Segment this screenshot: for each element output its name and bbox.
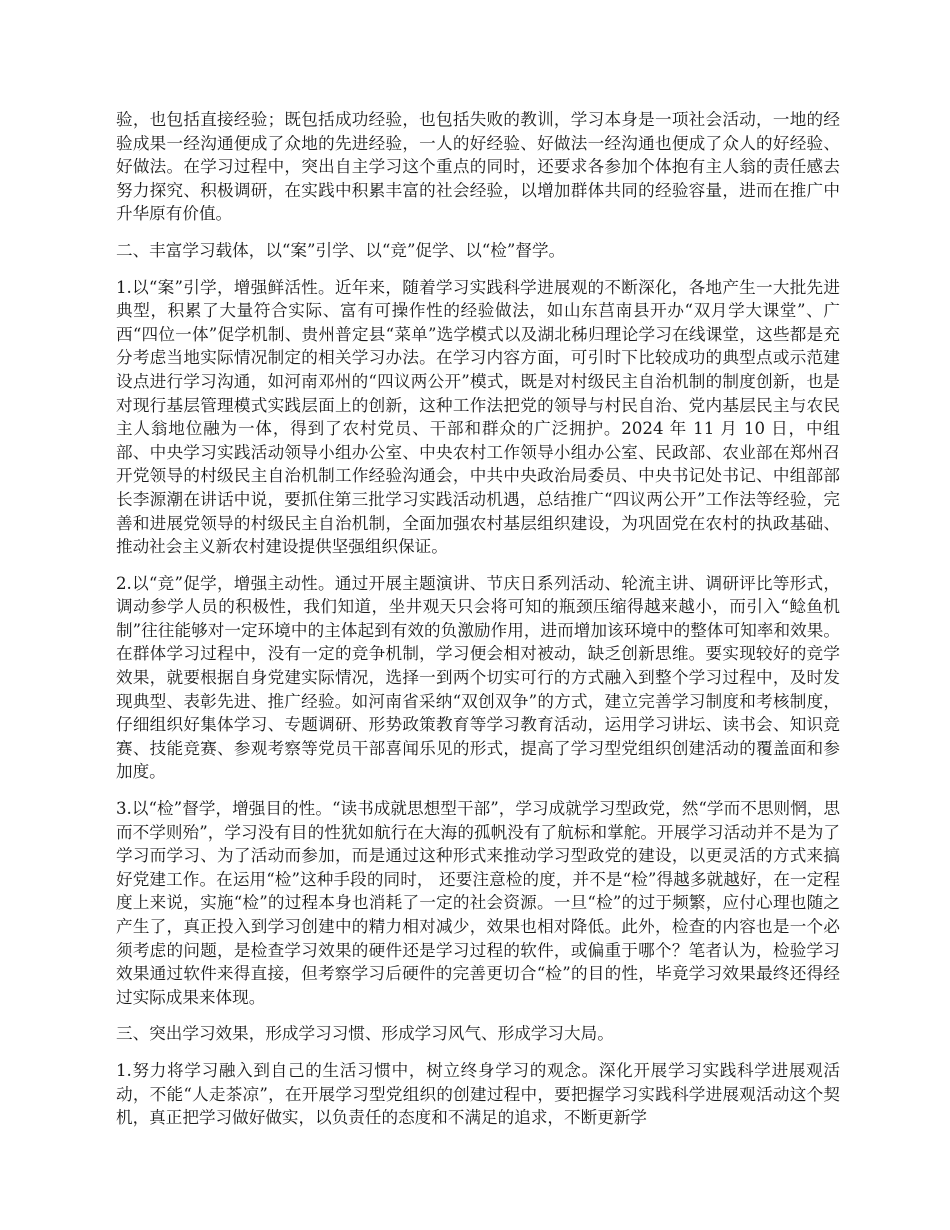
section-heading-2: 二、丰富学习载体，以“案”引学、以“竞”促学、以“检”督学。 xyxy=(116,240,566,260)
paragraph-competition-learning: 2.以“竞”促学，增强主动性。通过开展主题演讲、节庆日系列活动、轮流主讲、调研评比等形式，调动参学人员的积极性，我们知道，坐井观天只会将可知的瓶颈压缩得越来越小，而引入“鲶鱼机制”往往能够对一定环境中的主体起到有效的负激励作用，进而增加该环境中的整体可知率和效果。在群体学习过程中，没有一定的竞争机制，学习便会相对被动，缺乏创新思维。要实现较好的竞学效果，就要根据自身党建实际情况，选择一到两个切实可行的方式融入到整个学习过程中，及时发现典型、表彰先进、推广经验。如河南省采纳“双创双争”的方式，建立完善学习制度和考核制度，仔细组织好集体学习、专题调研、形势政策教育等学习教育活动，运用学习讲坛、读书会、知识竞赛、技能竞赛、参观考察等党员干部喜闻乐见的形式，提高了学习型党组织创建活动的覆盖面和参加度。 xyxy=(116,573,840,782)
paragraph-inspection-learning: 3.以“检”督学，增强目的性。“读书成就思想型干部”，学习成就学习型政党，然“学而不思则惘，思而不学则殆”，学习没有目的性犹如航行在大海的孤帆没有了航标和掌舵。开展学习活动并不是为了学习而学习、为了活动而参加，而是通过这种形式来推动学习型政党的建设，以更灵活的方式来搞好党建工作。在运用“检”这种手段的同时， 还要注意检的度，并不是“检”得越多就越好，在一定程度上来说，实施“检”的过程本身也消耗了一定的社会资源。一旦“检”的过于频繁，应付心理也随之产生了，真正投入到学习创建中的精力相对减少，效果也相对降低。此外，检查的内容也是一个必须考虑的问题，是检查学习效果的硬件还是学习过程的软件，或偏重于哪个？笔者认为，检验学习效果通过软件来得直接，但考察学习后硬件的完善更切合“检”的目的性，毕竟学习效果最终还得经过实际成果来体现。 xyxy=(116,799,840,1007)
section-heading-3: 三、突出学习效果，形成学习习惯、形成学习风气、形成学习大局。 xyxy=(116,1024,614,1044)
document-body xyxy=(116,108,840,1143)
paragraph-learning-habit: 1.努力将学习融入到自己的生活习惯中，树立终身学习的观念。深化开展学习实践科学进展观活动，不能“人走茶凉”，在开展学习型党组织的创建过程中，要把握学习实践科学进展观活动这个契机，真正把学习做好做实，以负责任的态度和不满足的追求，不断更新学 xyxy=(116,1060,840,1128)
paragraph-case-learning: 1.以“案”引学，增强鲜活性。近年来，随着学习实践科学进展观的不断深化，各地产生一大批先进典型，积累了大量符合实际、富有可操作性的经验做法，如山东莒南县开办“双月学大课堂”、广西“四位一体”促学机制、贵州普定县“菜单”选学模式以及湖北秭归理论学习在线课堂，这些都是充分考虑当地实际情况制定的相关学习办法。在学习内容方面，可引时下比较成功的典型点或示范建设点进行学习沟通，如河南邓州的“四议两公开”模式，既是对村级民主自治机制的制度创新，也是对现行基层管理模式实践层面上的创新，这种工作法把党的领导与村民自治、党内基层民主与农民主人翁地位融为一体，得到了农村党员、干部和群众的广泛拥护。2024 年 11 月 10 日，中组部、中央学习实践活动领导小组办公室、中央农村工作领导小组办公室、民政部、农业部在郑州召开党领导的村级民主自治机制工作经验沟通会，中共中央政治局委员、中央书记处书记、中组部部长李源潮在讲话中说，要抓住第三批学习实践活动机遇，总结推广“四议两公开”工作法等经验，完善和进展党领导的村级民主自治机制，全面加强农村基层组织建设，为巩固党在农村的执政基础、推动社会主义新农村建设提供坚强组织保证。 xyxy=(116,277,840,557)
paragraph-experience-summary: 验，也包括直接经验；既包括成功经验，也包括失败的教训，学习本身是一项社会活动，一地的经验成果一经沟通便成了众地的先进经验，一人的好经验、好做法一经沟通也便成了众人的好经验、好做法。在学习过程中，突出自主学习这个重点的同时，还要求各参加个体抱有主人翁的责任感去努力探究、积极调研，在实践中积累丰富的社会经验，以增加群体共同的经验容量，进而在推广中升华原有价值。 xyxy=(116,110,840,224)
